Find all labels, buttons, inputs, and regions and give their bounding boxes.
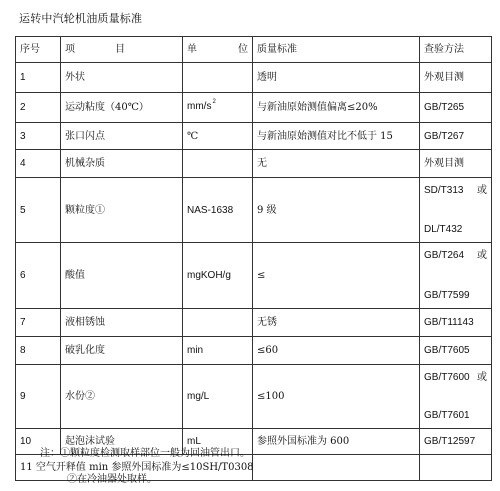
row-no: 9 bbox=[16, 365, 61, 429]
row-item: 外状 bbox=[61, 63, 183, 93]
footnote-2: ②在冷油器处取样。 bbox=[67, 474, 157, 485]
row-method bbox=[420, 243, 492, 309]
row-standard: ≤60 bbox=[253, 337, 420, 365]
row-11-blank-standard bbox=[253, 455, 420, 481]
row-method: GB/T12597 bbox=[420, 429, 492, 455]
row-item: 起泡沫试验 bbox=[61, 429, 183, 455]
row-method: GB/T7605 bbox=[420, 337, 492, 365]
row-standard: ≤100 bbox=[253, 365, 420, 429]
row-11-text: 11 空气开释值 min 参照外国标准为≤10SH/T0308 bbox=[20, 462, 254, 473]
method-primary: SD/T313 bbox=[424, 185, 464, 196]
method-secondary: GB/T7599 bbox=[424, 290, 470, 301]
row-standard: 参照外国标准为 600 bbox=[253, 429, 420, 455]
method-or: 或 bbox=[477, 250, 487, 261]
row-item: 水份② bbox=[61, 365, 183, 429]
row-no: 7 bbox=[16, 309, 61, 337]
row-item: 酸值 bbox=[61, 243, 183, 309]
table-row bbox=[16, 337, 492, 365]
row-method bbox=[420, 365, 492, 429]
table-row bbox=[16, 365, 492, 429]
row-method: 外观目测 bbox=[420, 150, 492, 178]
row-unit: mgKOH/g bbox=[183, 243, 253, 309]
row-unit: mL bbox=[183, 429, 253, 455]
row-item: 机械杂质 bbox=[61, 150, 183, 178]
row-item: 张口闪点 bbox=[61, 123, 183, 150]
row-item: 运动粘度（40℃） bbox=[61, 93, 183, 123]
row-standard: 与新油原始测值偏离≤20% bbox=[253, 93, 420, 123]
row-standard: 无锈 bbox=[253, 309, 420, 337]
row-method: GB/T267 bbox=[420, 123, 492, 150]
row-method bbox=[420, 178, 492, 243]
row-no: 5 bbox=[16, 178, 61, 243]
row-unit: mg/L bbox=[183, 365, 253, 429]
row-unit bbox=[183, 309, 253, 337]
header-unit-char-1: 单 bbox=[187, 44, 197, 55]
table-row bbox=[16, 178, 492, 243]
row-standard: 无 bbox=[253, 150, 420, 178]
row-no: 8 bbox=[16, 337, 61, 365]
header-unit bbox=[183, 37, 253, 63]
table-row bbox=[16, 243, 492, 309]
method-primary: GB/T7600 bbox=[424, 372, 470, 383]
header-standard: 质量标准 bbox=[253, 37, 420, 63]
header-unit-char-2: 位 bbox=[238, 44, 248, 55]
header-item-char-2: 目 bbox=[115, 44, 125, 55]
unit-superscript: 2 bbox=[212, 99, 216, 105]
row-item: 颗粒度① bbox=[61, 178, 183, 243]
row-no: 4 bbox=[16, 150, 61, 178]
row-standard: 9 级 bbox=[253, 178, 420, 243]
row-no: 2 bbox=[16, 93, 61, 123]
header-method: 查验方法 bbox=[420, 37, 492, 63]
footnote-1: 注：①颗粒度检测取样部位一般为回油管出口。 bbox=[40, 448, 250, 459]
row-unit: min bbox=[183, 337, 253, 365]
table-row bbox=[16, 123, 492, 150]
row-standard: ≤ bbox=[253, 243, 420, 309]
table-row bbox=[16, 63, 492, 93]
row-unit bbox=[183, 150, 253, 178]
row-method: GB/T11143 bbox=[420, 309, 492, 337]
row-unit: NAS-1638 bbox=[183, 178, 253, 243]
row-method: 外观目测 bbox=[420, 63, 492, 93]
row-standard: 与新油原始测值对比不低于 15 bbox=[253, 123, 420, 150]
row-unit bbox=[183, 63, 253, 93]
row-item: 破乳化度 bbox=[61, 337, 183, 365]
table-row bbox=[16, 309, 492, 337]
quality-standard-table bbox=[15, 36, 492, 481]
row-item: 液相锈蚀 bbox=[61, 309, 183, 337]
header-no: 序号 bbox=[16, 37, 61, 63]
table-row bbox=[16, 93, 492, 123]
header-item bbox=[61, 37, 183, 63]
row-standard: 透明 bbox=[253, 63, 420, 93]
table-row bbox=[16, 150, 492, 178]
unit-base: mm/s bbox=[187, 101, 212, 112]
row-no: 1 bbox=[16, 63, 61, 93]
row-no: 10 bbox=[16, 429, 61, 455]
method-secondary: DL/T432 bbox=[424, 224, 463, 235]
row-no: 6 bbox=[16, 243, 61, 309]
method-primary: GB/T264 bbox=[424, 250, 465, 261]
row-method: GB/T265 bbox=[420, 93, 492, 123]
row-unit bbox=[183, 93, 253, 123]
method-or: 或 bbox=[477, 372, 487, 383]
page-title: 运转中汽轮机油质量标准 bbox=[19, 12, 143, 25]
header-item-char-1: 项 bbox=[65, 44, 75, 55]
row-11-blank-method bbox=[420, 455, 492, 481]
method-or: 或 bbox=[477, 185, 487, 196]
row-unit: ℃ bbox=[183, 123, 253, 150]
method-secondary: GB/T7601 bbox=[424, 410, 470, 421]
row-no: 3 bbox=[16, 123, 61, 150]
table-header-row bbox=[16, 37, 492, 63]
